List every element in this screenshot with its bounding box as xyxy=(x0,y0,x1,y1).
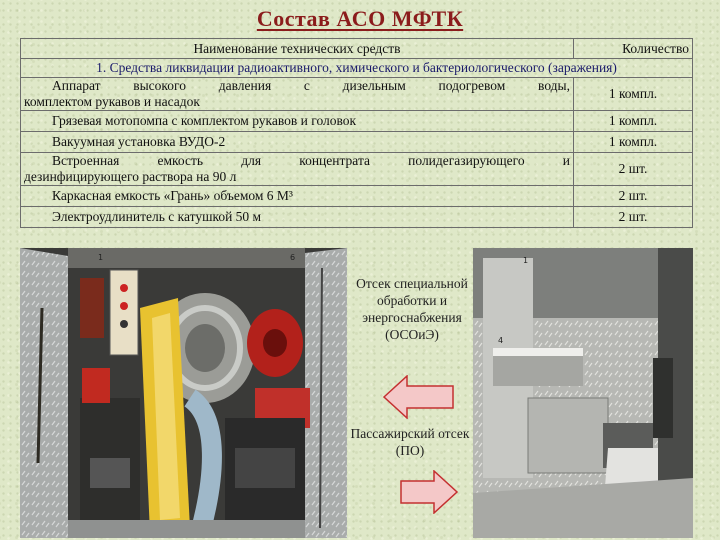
rear-compartment-photo xyxy=(20,248,347,538)
item-quantity: 2 шт. xyxy=(574,186,693,207)
svg-text:1: 1 xyxy=(523,256,529,265)
equipment-table xyxy=(20,38,693,228)
table-row xyxy=(21,153,693,186)
svg-text:4: 4 xyxy=(498,336,504,345)
item-quantity: 1 компл. xyxy=(574,111,693,132)
arrow-left-icon xyxy=(383,375,455,419)
table-row xyxy=(21,132,693,153)
column-header-quantity: Количество xyxy=(574,39,693,59)
svg-text:1: 1 xyxy=(98,253,104,262)
table-row xyxy=(21,207,693,228)
table-row xyxy=(21,78,693,111)
item-name-line2: дезинфицирующего раствора на 90 л xyxy=(24,169,237,184)
item-quantity: 1 компл. xyxy=(574,132,693,153)
item-name xyxy=(21,153,574,186)
column-header-name: Наименование технических средств xyxy=(21,39,574,59)
item-quantity: 2 шт. xyxy=(574,207,693,228)
item-name xyxy=(21,186,574,207)
item-name xyxy=(21,78,574,111)
item-name xyxy=(21,207,574,228)
passenger-compartment-photo xyxy=(473,248,693,538)
rear-compartment-illustration xyxy=(20,248,347,538)
item-name xyxy=(21,132,574,153)
item-quantity: 1 компл. xyxy=(574,78,693,111)
item-name-line1: Аппарат высокого давления с дизельным подогревом воды, xyxy=(52,78,570,93)
table-row xyxy=(21,186,693,207)
item-name xyxy=(21,111,574,132)
item-name-line1: Вакуумная установка ВУДО-2 xyxy=(52,134,226,149)
item-name-line2: комплектом рукавов и насадок xyxy=(24,94,200,109)
item-name-line1: Каркасная емкость «Грань» объемом 6 М³ xyxy=(52,188,293,203)
item-name-line1: Электроудлинитель с катушкой 50 м xyxy=(52,209,262,224)
table-row xyxy=(21,111,693,132)
arrow-right-icon xyxy=(400,470,458,514)
svg-text:6: 6 xyxy=(290,253,296,262)
item-name-line1: Грязевая мотопомпа с комплектом рукавов и головок xyxy=(52,113,357,128)
item-quantity: 2 шт. xyxy=(574,153,693,186)
page-title: Состав АСО МФТК xyxy=(256,6,464,31)
section-row xyxy=(21,59,693,78)
passenger-compartment-caption: Пассажирский отсек (ПО) xyxy=(350,426,470,458)
table-header-row xyxy=(21,39,693,59)
section-title: 1. Средства ликвидации радиоактивного, химического и бактериологического (заражения) xyxy=(21,59,693,78)
item-name-line1: Встроенная емкость для концентрата полидегазирующего и xyxy=(52,153,570,168)
special-compartment-caption: Отсек специальной обработки и энергоснабжения (ОСОиЭ) xyxy=(356,276,468,342)
passenger-compartment-illustration xyxy=(473,248,693,538)
